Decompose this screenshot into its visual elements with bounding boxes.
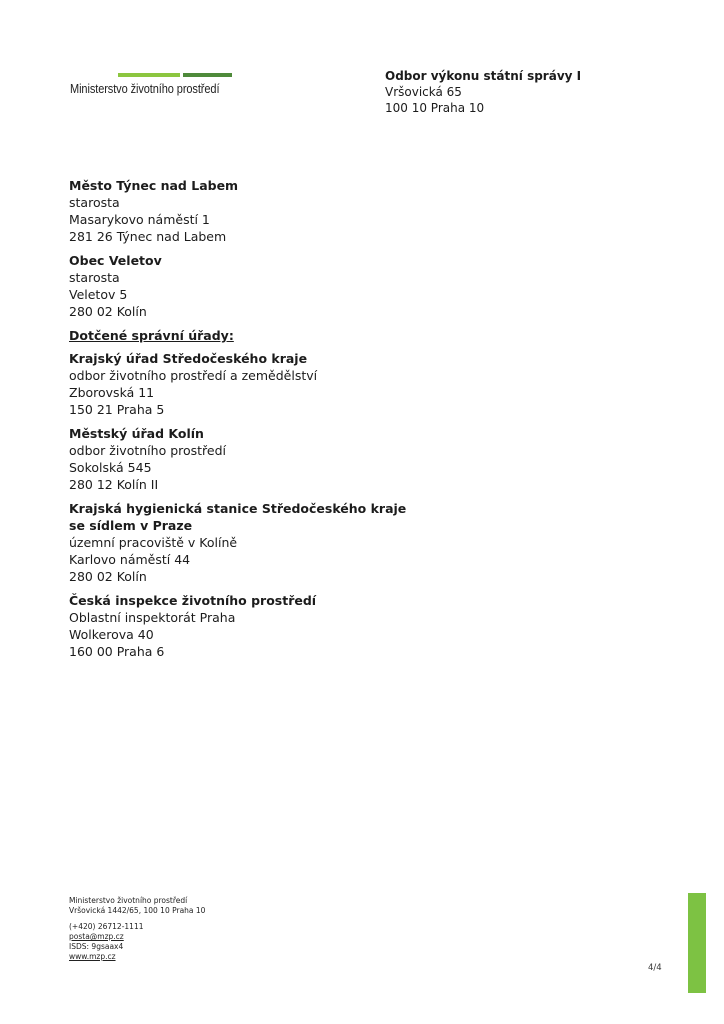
recipient-line: starosta <box>69 270 120 285</box>
distribution-list <box>69 177 406 667</box>
authority-block <box>69 350 406 418</box>
recipient-block <box>69 252 406 320</box>
recipient-line: Veletov 5 <box>69 287 128 302</box>
authority-block <box>69 425 406 493</box>
authority-block <box>69 592 406 660</box>
page-number: 4/4 <box>648 963 662 973</box>
authority-line: Zborovská 11 <box>69 385 155 400</box>
authority-line: 150 21 Praha 5 <box>69 402 165 417</box>
office-city: 100 10 Praha 10 <box>385 101 485 115</box>
authority-line: 160 00 Praha 6 <box>69 644 165 659</box>
authority-line: územní pracoviště v Kolíně <box>69 535 238 550</box>
footer-org: Ministerstvo životního prostředí <box>69 896 188 905</box>
sender-office <box>385 68 581 116</box>
recipient-line: starosta <box>69 195 120 210</box>
authority-line: odbor životního prostředí <box>69 443 227 458</box>
recipient-line: 281 26 Týnec nad Labem <box>69 229 227 244</box>
authority-line: 280 12 Kolín II <box>69 477 159 492</box>
authority-name: Česká inspekce životního prostředí <box>69 593 317 608</box>
recipient-line: 280 02 Kolín <box>69 304 147 319</box>
footer-address: Vršovická 1442/65, 100 10 Praha 10 <box>69 906 206 915</box>
authority-name: Krajský úřad Středočeského kraje <box>69 351 308 366</box>
green-edge-strip <box>688 893 706 993</box>
footer-isds: ISDS: 9gsaax4 <box>69 942 124 951</box>
office-name: Odbor výkonu státní správy I <box>385 69 582 83</box>
logo-bar-dark <box>183 73 232 77</box>
recipient-block <box>69 177 406 245</box>
recipient-name: Město Týnec nad Labem <box>69 178 239 193</box>
footer-web-link[interactable]: www.mzp.cz <box>69 952 116 961</box>
authority-line: Sokolská 545 <box>69 460 152 475</box>
authority-line: 280 02 Kolín <box>69 569 147 584</box>
footer-email-link[interactable]: posta@mzp.cz <box>69 932 124 941</box>
authority-line: Wolkerova 40 <box>69 627 154 642</box>
authority-block <box>69 500 406 585</box>
footer-phone: (+420) 26712-1111 <box>69 922 144 931</box>
authority-name: Krajská hygienická stanice Středočeského kraje <box>69 501 407 516</box>
logo-bar-light <box>118 73 180 77</box>
authority-name-cont: se sídlem v Praze <box>69 518 193 533</box>
footer-contact <box>69 896 205 962</box>
authority-line: Oblastní inspektorát Praha <box>69 610 236 625</box>
recipient-line: Masarykovo náměstí 1 <box>69 212 210 227</box>
authorities-heading: Dotčené správní úřady: <box>69 328 234 343</box>
recipient-name: Obec Veletov <box>69 253 162 268</box>
ministry-logo-name: Ministerstvo životního prostředí <box>70 82 220 96</box>
authority-line: odbor životního prostředí a zemědělství <box>69 368 318 383</box>
authority-line: Karlovo náměstí 44 <box>69 552 191 567</box>
office-street: Vršovická 65 <box>385 85 462 99</box>
authority-name: Městský úřad Kolín <box>69 426 204 441</box>
